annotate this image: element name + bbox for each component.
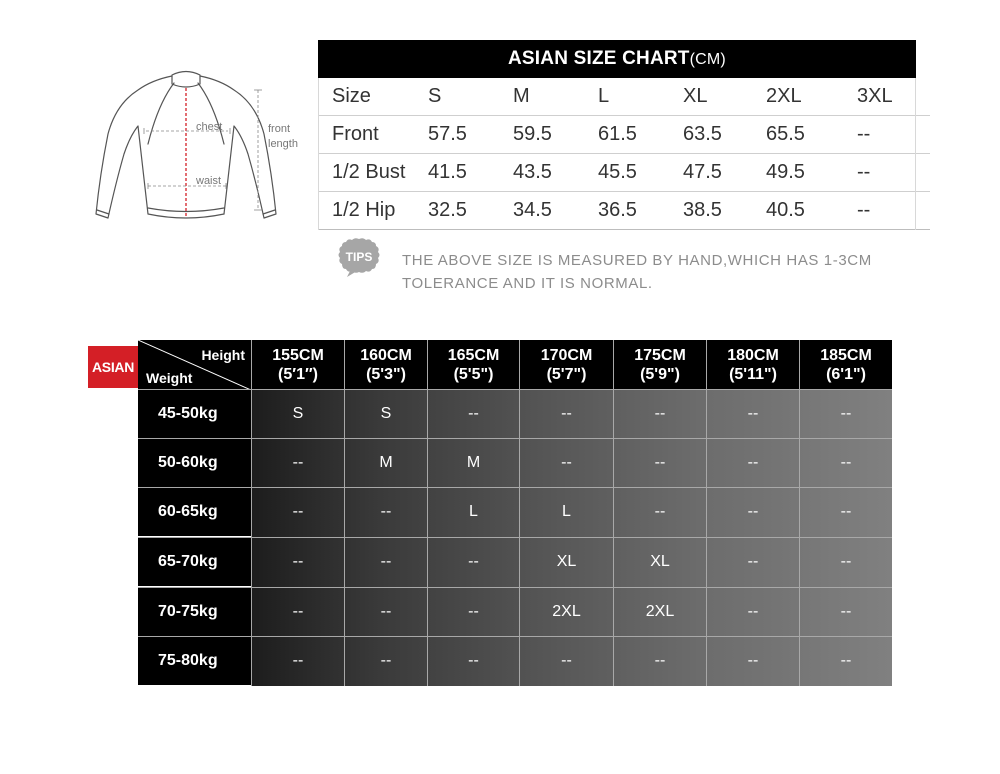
fit-grid-cell: --	[292, 652, 304, 669]
size-chart-cell: 59.5	[513, 116, 598, 154]
height-column-header: 170CM (5'7")	[520, 340, 613, 390]
size-chart-cell: 3XL	[857, 78, 930, 116]
fit-grid-cell: --	[654, 454, 666, 471]
fit-grid-cell: --	[654, 503, 666, 520]
fit-grid-cell: L	[469, 503, 478, 520]
size-chart-cell: 49.5	[766, 154, 857, 192]
fit-grid-cell: --	[292, 503, 304, 520]
fit-grid-cell: XL	[556, 553, 577, 570]
size-chart-row-label: 1/2 Hip	[318, 192, 428, 230]
size-chart-title: ASIAN SIZE CHART(CM)	[318, 40, 916, 78]
fit-grid-cell: --	[468, 553, 479, 570]
size-chart-cell: 57.5	[428, 116, 513, 154]
jacket-measurement-illustration	[88, 64, 318, 234]
size-chart-cell: 36.5	[598, 192, 683, 230]
fit-grid-cell: --	[747, 454, 759, 471]
grid-corner-header	[138, 340, 251, 390]
fit-grid-cell: --	[654, 405, 666, 422]
weight-row-label: 60-65kg	[138, 488, 251, 536]
fit-grid-cell: --	[840, 454, 852, 471]
fit-grid-cell: S	[292, 405, 304, 422]
fit-grid-cell: L	[562, 503, 571, 520]
svg-text:TIPS: TIPS	[345, 250, 373, 264]
weight-row-label: 70-75kg	[138, 588, 251, 636]
size-chart-row-label: Size	[318, 78, 428, 116]
size-chart-row	[318, 116, 930, 154]
height-axis-label: Height	[201, 347, 245, 363]
grid-divider	[251, 340, 252, 686]
height-column-header: 185CM (6'1")	[800, 340, 892, 390]
grid-divider	[799, 340, 800, 686]
size-chart-row	[318, 154, 930, 192]
size-chart-cell: --	[857, 154, 930, 192]
size-chart-cell: 61.5	[598, 116, 683, 154]
grid-divider	[344, 340, 345, 686]
fit-grid-cell: 2XL	[645, 603, 675, 620]
size-chart-cell: 43.5	[513, 154, 598, 192]
size-chart-cell: 65.5	[766, 116, 857, 154]
tips-text: THE ABOVE SIZE IS MEASURED BY HAND,WHICH HAS 1-3CM TOLERANCE AND IT IS NORMAL.	[402, 252, 872, 292]
grid-divider	[138, 438, 892, 439]
size-chart-row	[318, 78, 930, 116]
fit-grid-cell: --	[747, 553, 759, 570]
fit-grid-cell: --	[468, 603, 479, 620]
size-chart	[318, 40, 916, 230]
fit-grid-cell: --	[380, 603, 392, 620]
grid-divider	[138, 487, 892, 488]
front-length-label-2: length	[268, 138, 298, 150]
fit-grid-cell: --	[840, 603, 852, 620]
asian-region-tag: ASIAN	[88, 346, 138, 388]
tips-badge	[337, 236, 381, 280]
size-chart-cell: 47.5	[683, 154, 766, 192]
size-chart-cell: S	[428, 78, 513, 116]
height-column-header: 180CM (5'11")	[707, 340, 799, 390]
size-chart-cell: 40.5	[766, 192, 857, 230]
fit-grid-cell: --	[292, 553, 304, 570]
fit-grid-cell: M	[466, 454, 481, 471]
size-chart-cell: 45.5	[598, 154, 683, 192]
size-chart-cell: 32.5	[428, 192, 513, 230]
fit-grid-cell: --	[561, 652, 572, 669]
height-weight-size-grid	[138, 340, 892, 686]
size-chart-cell: M	[513, 78, 598, 116]
height-column-header: 160CM (5'3")	[345, 340, 427, 390]
fit-grid-cell: --	[747, 603, 759, 620]
waist-label: waist	[196, 175, 222, 187]
fit-grid-cell: S	[380, 405, 392, 422]
fit-grid-cell: --	[747, 503, 759, 520]
grid-divider	[706, 340, 707, 686]
fit-grid-cell: --	[468, 405, 479, 422]
size-chart-cell: 2XL	[766, 78, 857, 116]
size-chart-row-label: Front	[318, 116, 428, 154]
grid-divider	[138, 587, 892, 588]
size-chart-row	[318, 192, 930, 230]
size-chart-cell: 63.5	[683, 116, 766, 154]
weight-row-label: 65-70kg	[138, 538, 251, 586]
fit-grid-cell: 2XL	[552, 603, 581, 620]
fit-grid-cell: --	[468, 652, 479, 669]
grid-divider	[519, 340, 520, 686]
size-chart-cell: 34.5	[513, 192, 598, 230]
fit-grid-cell: --	[292, 603, 304, 620]
fit-grid-cell: --	[561, 454, 572, 471]
fit-grid-cell: --	[747, 652, 759, 669]
weight-axis-label: Weight	[146, 370, 193, 386]
fit-grid-cell: --	[654, 652, 666, 669]
fit-grid-cell: --	[840, 405, 852, 422]
grid-divider	[138, 636, 892, 637]
fit-grid-cell: --	[561, 405, 572, 422]
grid-divider	[138, 389, 892, 390]
size-chart-cell: 38.5	[683, 192, 766, 230]
fit-grid-cell: --	[380, 503, 392, 520]
grid-divider	[138, 537, 892, 538]
size-chart-table	[318, 78, 930, 230]
size-chart-cell: 41.5	[428, 154, 513, 192]
fit-grid-cell: --	[840, 503, 852, 520]
height-column-header: 165CM (5'5")	[428, 340, 519, 390]
fit-grid-cell: --	[292, 454, 304, 471]
size-chart-cell: XL	[683, 78, 766, 116]
height-column-header: 155CM (5′1″)	[252, 340, 344, 390]
height-column-header: 175CM (5'9")	[614, 340, 706, 390]
weight-row-label: 45-50kg	[138, 390, 251, 438]
chest-label: chest	[196, 121, 223, 133]
fit-grid-cell: --	[747, 405, 759, 422]
size-chart-row-label: 1/2 Bust	[318, 154, 428, 192]
front-length-label-1: front	[268, 123, 291, 135]
size-chart-cell: --	[857, 116, 930, 154]
grid-divider	[427, 340, 428, 686]
fit-grid-cell: M	[379, 454, 393, 471]
weight-row-label: 50-60kg	[138, 439, 251, 487]
size-chart-cell: --	[857, 192, 930, 230]
fit-grid-cell: XL	[650, 553, 670, 570]
weight-row-label: 75-80kg	[138, 637, 251, 685]
fit-grid-cell: --	[380, 553, 392, 570]
size-chart-cell: L	[598, 78, 683, 116]
fit-grid-cell: --	[840, 652, 852, 669]
fit-grid-cell: --	[840, 553, 852, 570]
fit-grid-cell: --	[380, 652, 392, 669]
grid-divider	[613, 340, 614, 686]
